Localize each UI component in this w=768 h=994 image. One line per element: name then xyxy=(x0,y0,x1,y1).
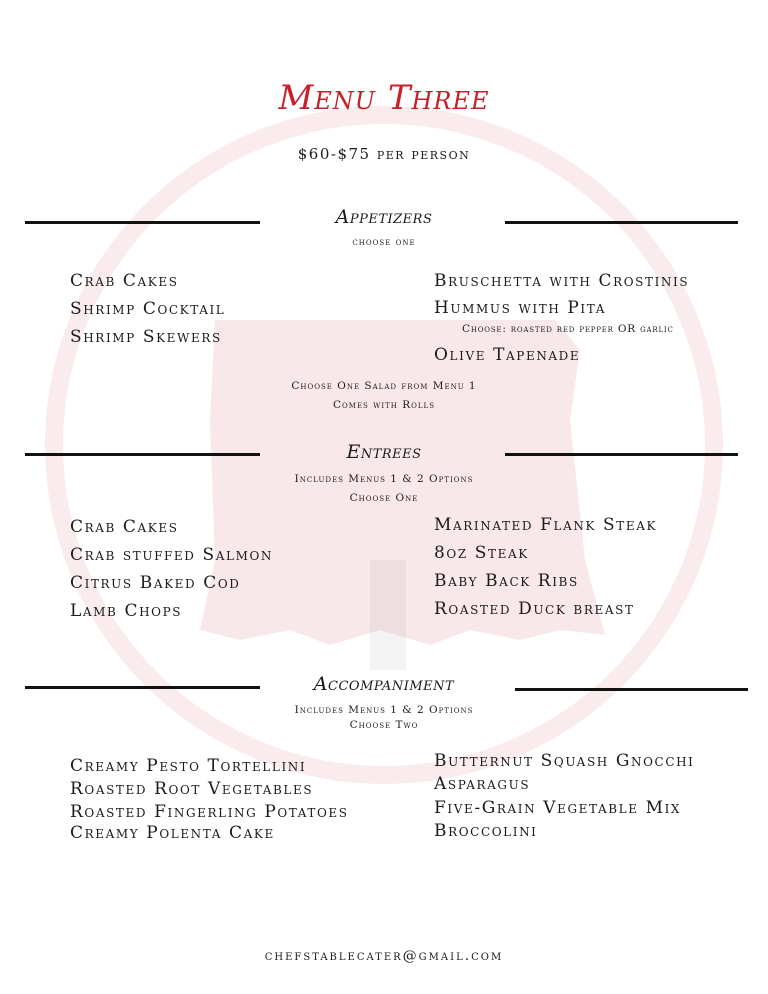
side-item: Asparagus xyxy=(434,774,531,794)
side-item: Creamy Polenta Cake xyxy=(70,823,275,843)
appetizer-item: Olive Tapenade xyxy=(434,345,581,365)
menu-title: Menu Three xyxy=(278,78,490,118)
appetizer-item: Bruschetta with Crostinis xyxy=(434,271,690,291)
contact-email: chefstablecater@gmail.com xyxy=(264,948,504,964)
entree-item: Citrus Baked Cod xyxy=(70,573,241,593)
entree-item: Roasted Duck breast xyxy=(434,599,635,619)
rolls-note: Comes with Rolls xyxy=(333,399,435,411)
entrees-subtitle: Includes Menus 1 & 2 Options xyxy=(294,473,474,485)
side-item: Roasted Root Vegetables xyxy=(70,779,314,799)
entree-item: Lamb Chops xyxy=(70,601,183,621)
entrees-heading: Entrees xyxy=(346,441,422,463)
entree-item: Marinated Flank Steak xyxy=(434,515,658,535)
appetizers-heading: Appetizers xyxy=(335,206,433,228)
entree-item: 8oz Steak xyxy=(434,543,529,563)
accompaniment-subtitle: Includes Menus 1 & 2 Options xyxy=(294,704,474,716)
appetizer-item: Shrimp Cocktail xyxy=(70,299,226,319)
appetizer-item: Hummus with Pita xyxy=(434,298,606,318)
accompaniment-subtitle: Choose Two xyxy=(349,719,419,731)
appetizer-item: Crab Cakes xyxy=(70,271,179,291)
side-item: Roasted Fingerling Potatoes xyxy=(70,802,349,822)
side-item: Five-Grain Vegetable Mix xyxy=(434,798,682,818)
side-item: Broccolini xyxy=(434,821,538,841)
entrees-subtitle: Choose One xyxy=(349,492,419,504)
hummus-note: Choose: roasted red pepper OR garlic xyxy=(462,323,674,335)
accompaniment-heading: Accompaniment xyxy=(313,673,455,695)
entree-item: Crab stuffed Salmon xyxy=(70,545,274,565)
salad-note: Choose One Salad from Menu 1 xyxy=(291,380,477,392)
price-per-person: $60-$75 per person xyxy=(297,145,471,163)
entree-item: Baby Back Ribs xyxy=(434,571,579,591)
side-item: Butternut Squash Gnocchi xyxy=(434,751,695,771)
appetizers-subtitle: choose one xyxy=(352,236,416,248)
entree-item: Crab Cakes xyxy=(70,517,179,537)
appetizer-item: Shrimp Skewers xyxy=(70,327,222,347)
side-item: Creamy Pesto Tortellini xyxy=(70,756,307,776)
